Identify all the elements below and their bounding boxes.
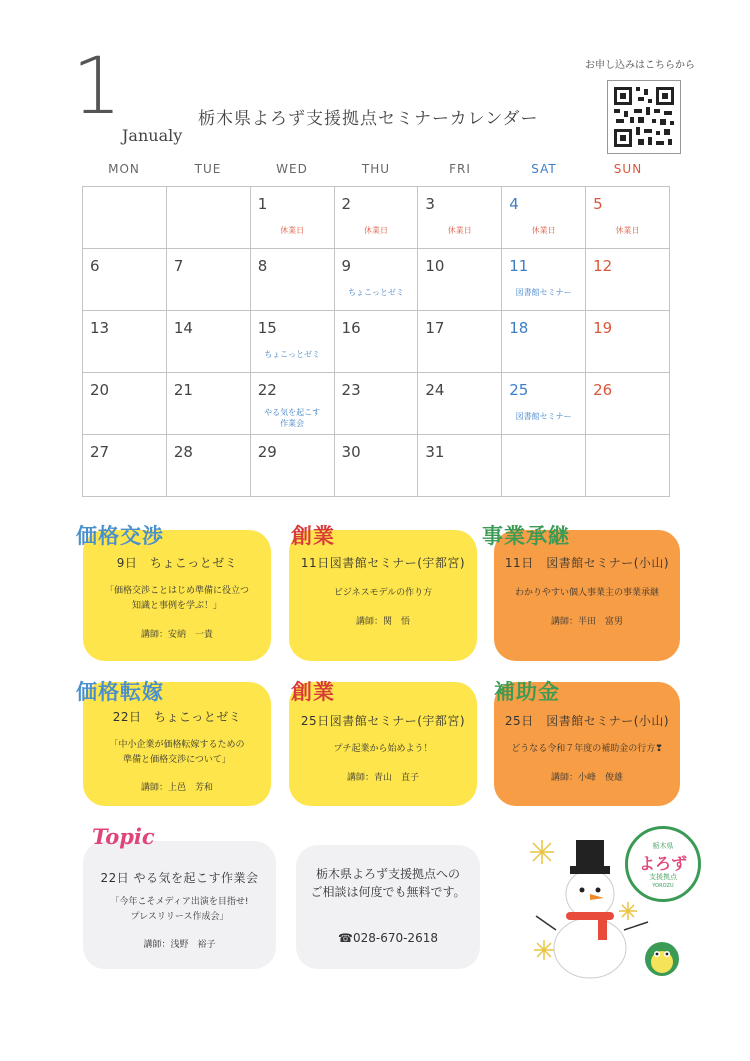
event-note: 図書館セミナー	[515, 412, 572, 421]
card-tag: 価格転嫁	[76, 680, 164, 704]
snowflake-icon	[534, 940, 554, 960]
card-lecturer: 講師：関 悟	[355, 617, 410, 627]
yorozu-stamp	[625, 826, 701, 902]
day-number: 27	[90, 443, 110, 461]
calendar-week	[83, 249, 670, 311]
card-heading: 22日 ちょこっとゼミ	[112, 710, 242, 724]
calendar-day-cell	[83, 187, 167, 249]
day-number: 7	[173, 257, 184, 275]
calendar-day-cell[interactable]	[83, 373, 167, 435]
calendar-title: 栃木県よろず支援拠点セミナーカレンダー	[198, 109, 539, 129]
card-heading: 11日図書館セミナー(宇都宮)	[300, 556, 466, 570]
day-number: 2	[341, 195, 352, 213]
day-number: 6	[90, 257, 100, 275]
day-number: 20	[90, 381, 110, 399]
holiday-note: 休業日	[280, 226, 305, 235]
card-body: 「価格交渉ことはじめ準備に役立つ 知識と事例を学ぶ！」	[104, 586, 249, 611]
day-number: 19	[593, 319, 613, 337]
contact-line-2: ご相談は何度でも無料です。	[310, 885, 466, 899]
calendar-day-cell	[166, 187, 250, 249]
stamp-lower: 支援拠点	[649, 873, 677, 881]
card-tag: 創業	[291, 680, 335, 704]
calendar-day-cell[interactable]	[586, 373, 670, 435]
card-lecturer: 講師：半田 富男	[550, 617, 623, 627]
calendar-day-cell[interactable]	[250, 373, 334, 435]
card-heading: 11日 図書館セミナー(小山)	[504, 556, 670, 570]
contact-card	[296, 845, 480, 969]
card-body: ビジネスモデルの作り方	[333, 588, 433, 598]
calendar-day-cell[interactable]	[418, 249, 502, 311]
calendar-week	[83, 435, 670, 497]
calendar-day-cell[interactable]	[334, 311, 418, 373]
day-number: 10	[425, 257, 445, 275]
calendar-week	[83, 373, 670, 435]
qr-code-icon	[608, 81, 680, 153]
qr-code[interactable]	[607, 80, 681, 154]
day-number: 29	[257, 443, 277, 461]
calendar-day-cell	[502, 435, 586, 497]
day-number: 24	[425, 381, 445, 399]
calendar-day-cell[interactable]	[83, 311, 167, 373]
stamp-ring: YOROZU	[652, 883, 674, 889]
day-number: 9	[341, 257, 352, 275]
event-note: ちょこっとゼミ	[264, 350, 321, 359]
calendar-week	[83, 311, 670, 373]
card-lecturer: 講師：安納 一貴	[140, 630, 213, 640]
event-note: やる気を起こす 作業会	[264, 408, 321, 428]
day-number: 25	[509, 381, 529, 399]
day-number: 14	[173, 319, 193, 337]
day-number: 22	[257, 381, 277, 399]
day-number: 3	[425, 195, 435, 213]
calendar-day-cell[interactable]	[166, 311, 250, 373]
day-number: 13	[90, 319, 110, 337]
card-lecturer: 講師：小峰 俊雄	[550, 773, 623, 783]
calendar-day-cell[interactable]	[502, 187, 586, 249]
card-tag: 補助金	[494, 680, 560, 704]
calendar-grid	[82, 186, 670, 497]
contact-line-1: 栃木県よろず支援拠点への	[315, 867, 460, 881]
card-lecturer: 講師：上邑 芳和	[140, 783, 213, 793]
calendar-day-cell[interactable]	[586, 311, 670, 373]
topic-heading: 22日 やる気を起こす作業会	[100, 871, 259, 885]
day-number: 12	[593, 257, 613, 275]
calendar-day-cell[interactable]	[586, 187, 670, 249]
calendar-week	[83, 187, 670, 249]
weekday-sat: SAT	[531, 162, 557, 176]
snowflake-icon	[619, 902, 637, 920]
calendar-day-cell[interactable]	[166, 435, 250, 497]
stamp-sub: 栃木県	[652, 842, 674, 850]
calendar-day-cell[interactable]	[418, 435, 502, 497]
calendar-day-cell[interactable]	[250, 311, 334, 373]
holiday-note: 休業日	[363, 226, 388, 235]
calendar-day-cell[interactable]	[418, 311, 502, 373]
day-number: 26	[593, 381, 613, 399]
topic-card[interactable]	[83, 841, 276, 969]
day-number: 8	[257, 257, 268, 275]
calendar-day-cell[interactable]	[334, 435, 418, 497]
weekday-sun: SUN	[613, 162, 643, 176]
calendar-day-cell[interactable]	[250, 249, 334, 311]
day-number: 4	[509, 195, 519, 213]
day-number: 28	[173, 443, 193, 461]
weekday-tue: TUE	[194, 162, 222, 176]
snowflake-icon	[530, 840, 554, 864]
calendar-day-cell[interactable]	[334, 187, 418, 249]
card-body: プチ起業から始めよう！	[333, 744, 433, 754]
topic-lecturer: 講師：浅野 裕子	[143, 940, 216, 950]
month-number: 1	[72, 42, 122, 132]
day-number: 15	[257, 319, 277, 337]
holiday-note: 休業日	[615, 226, 640, 235]
card-body: 「中小企業が価格転嫁するための 準備と価格交渉について」	[109, 740, 245, 765]
weekday-mon: MON	[108, 162, 140, 176]
calendar-day-cell[interactable]	[586, 249, 670, 311]
card-tag: 価格交渉	[76, 524, 164, 548]
card-tag: 創業	[291, 524, 335, 548]
day-number: 17	[425, 319, 445, 337]
calendar-day-cell[interactable]	[83, 249, 167, 311]
day-number: 31	[425, 443, 445, 461]
card-heading: 25日 図書館セミナー(小山)	[504, 714, 670, 728]
calendar-day-cell[interactable]	[83, 435, 167, 497]
holiday-note: 休業日	[447, 226, 472, 235]
holiday-note: 休業日	[531, 226, 556, 235]
mascot-icon	[643, 940, 681, 978]
day-number: 18	[509, 319, 529, 337]
event-note: ちょこっとゼミ	[348, 288, 404, 297]
card-tag: 事業承継	[482, 524, 570, 548]
day-number: 23	[341, 381, 361, 399]
weekday-thu: THU	[361, 162, 391, 176]
apply-note: お申し込みはこちらから	[585, 60, 695, 71]
card-heading: 25日図書館セミナー(宇都宮)	[300, 714, 466, 728]
calendar-day-cell[interactable]	[166, 373, 250, 435]
card-heading: 9日 ちょこっとゼミ	[116, 556, 238, 570]
card-body: わかりやすい個人事業主の事業承継	[514, 588, 659, 598]
calendar-day-cell	[586, 435, 670, 497]
topic-tag: Topic	[92, 824, 155, 849]
calendar-day-cell[interactable]	[418, 373, 502, 435]
day-number: 11	[509, 257, 529, 275]
weekday-fri: FRI	[449, 162, 471, 176]
calendar-day-cell[interactable]	[250, 187, 334, 249]
day-number: 21	[173, 381, 193, 399]
day-number: 30	[341, 443, 361, 461]
month-name: Janualy	[122, 126, 183, 145]
calendar-day-cell[interactable]	[250, 435, 334, 497]
calendar-day-cell[interactable]	[334, 249, 418, 311]
topic-body: 「今年こそメディア出演を目指せ! プレスリリース作成会」	[110, 897, 249, 922]
calendar-day-cell[interactable]	[334, 373, 418, 435]
contact-phone[interactable]: ☎028-670-2618	[338, 931, 438, 945]
calendar-day-cell[interactable]	[502, 311, 586, 373]
calendar-day-cell[interactable]	[418, 187, 502, 249]
stamp-main: よろず	[638, 854, 687, 873]
card-lecturer: 講師：青山 直子	[346, 773, 419, 783]
day-number: 5	[593, 195, 603, 213]
weekday-wed: WED	[276, 162, 308, 176]
day-number: 1	[257, 195, 268, 213]
calendar-day-cell[interactable]	[502, 373, 586, 435]
event-note: 図書館セミナー	[515, 288, 572, 297]
calendar-day-cell[interactable]	[166, 249, 250, 311]
day-number: 16	[341, 319, 361, 337]
card-body: どうなる令和７年度の補助金の行方❣	[511, 744, 663, 754]
calendar-day-cell[interactable]	[502, 249, 586, 311]
